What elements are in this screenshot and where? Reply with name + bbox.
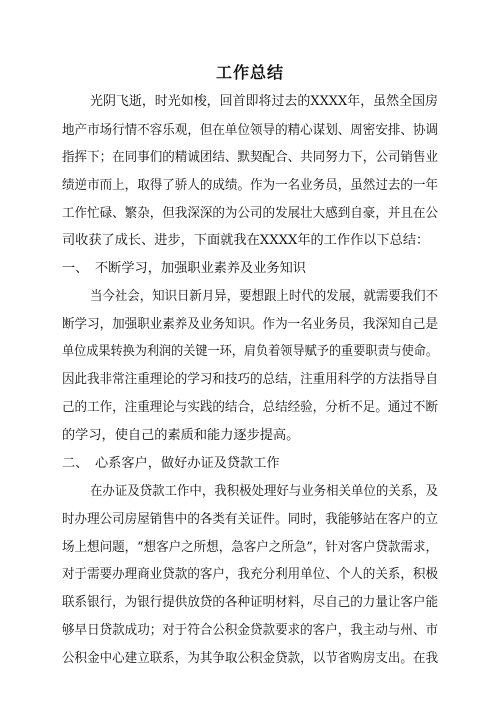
paragraph-line: 对于需要办理商业贷款的客户，我充分利用单位、个人的关系，积极 [62, 567, 439, 582]
paragraph-line: 光阴飞逝，时光如梭，回首即将过去的XXXX年，虽然全国房 [90, 94, 439, 109]
paragraph-line: 场上想问题，“想客户之所想，急客户之所急”，针对客户贷款需求， [62, 540, 439, 555]
paragraph-line: 指挥下；在同事们的精诚团结、默契配合、共同努力下，公司销售业 [62, 150, 439, 165]
section-heading: 一、 不断学习，加强职业素养及业务知识 [62, 261, 306, 276]
paragraph-line: 因此我非常注重理论的学习和技巧的总结，注重用科学的方法指导自 [62, 372, 439, 387]
section-heading: 二、 心系客户，做好办证及贷款工作 [62, 456, 280, 471]
paragraph-line: 己的工作，注重理论与实践的结合，总结经验，分析不足。通过不断 [62, 400, 439, 415]
paragraph-line: 时办理公司房屋销售中的各类有关证件。同时，我能够站在客户的立 [62, 512, 439, 527]
paragraph-line: 够早日贷款成功；对于符合公积金贷款要求的客户，我主动与州、市 [62, 623, 439, 638]
paragraph-line: 单位成果转换为利润的关键一环，肩负着领导赋予的重要职责与使命。 [62, 344, 438, 359]
paragraph-line: 司收获了成长、进步，下面就我在XXXX年的工作作以下总结： [62, 233, 430, 248]
paragraph-line: 公积金中心建立联系，为其争取公积金贷款，以节省购房支出。在我 [62, 651, 439, 666]
paragraph-line: 绩逆市而上，取得了骄人的成绩。作为一名业务员，虽然过去的一年 [62, 178, 439, 193]
paragraph-line: 断学习，加强职业素养及业务知识。作为一名业务员，我深知自己是 [62, 317, 439, 332]
paragraph-line: 地产市场行情不容乐观，但在单位领导的精心谋划、周密安排、协调 [62, 123, 439, 138]
paragraph-line: 联系银行，为银行提供放贷的各种证明材料，尽自己的力量让客户能 [62, 595, 439, 610]
document-title: 工作总结 [215, 63, 284, 82]
paragraph-line: 的学习，使自己的素质和能力逐步提高。 [62, 428, 300, 443]
paragraph-line: 工作忙碌、繁杂，但我深深的为公司的发展壮大感到自豪，并且在公 [62, 206, 439, 221]
paragraph-line: 当今社会，知识日新月异，要想跟上时代的发展，就需要我们不 [90, 289, 439, 304]
paragraph-line: 在办证及贷款工作中，我积极处理好与业务相关单位的关系，及 [90, 484, 439, 499]
